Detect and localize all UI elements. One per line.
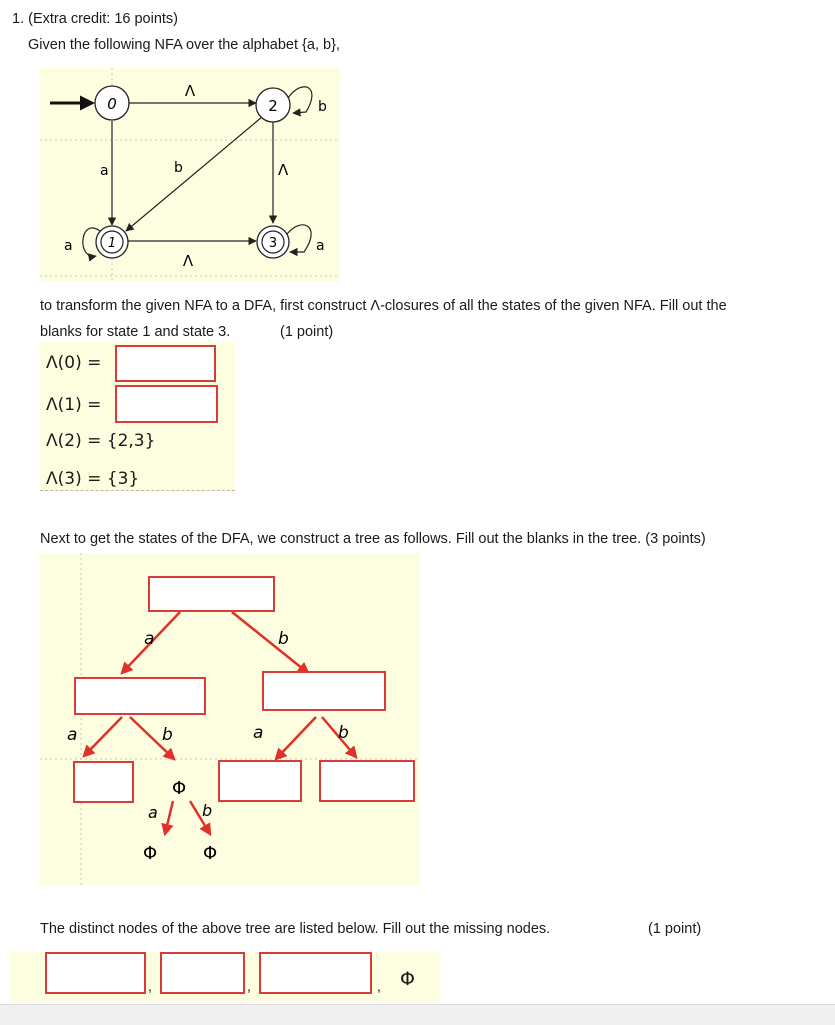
label-b-2-1: b	[174, 160, 183, 176]
closure-1-label: Λ(1) =	[46, 395, 102, 415]
tree-phi-mid: Φ	[172, 778, 187, 799]
bottom-bar	[0, 1004, 835, 1025]
tree-label-phi-a: a	[148, 803, 158, 822]
nfa-diagram	[40, 68, 340, 282]
label-lambda-0-2: Λ	[184, 82, 196, 100]
part2-text: Next to get the states of the DFA, we construct a tree as follows. Fill out the blanks in the tree. (3 points)	[40, 531, 706, 547]
state-1-label: 1	[107, 236, 117, 251]
distinct-node-2-answer-box[interactable]	[160, 952, 245, 994]
closure-2-label: Λ(2) = {2,3}	[46, 431, 156, 451]
tree-left-answer-box[interactable]	[74, 677, 206, 715]
tree-edge-left-a	[84, 717, 122, 756]
label-lambda-1-3: Λ	[182, 252, 194, 270]
label-a-0-1: a	[100, 163, 109, 179]
part3-text: The distinct nodes of the above tree are listed below. Fill out the missing nodes.	[40, 921, 551, 937]
label-lambda-2-3: Λ	[278, 161, 289, 179]
tree-label-root-a: a	[144, 629, 155, 649]
label-self-3: a	[316, 238, 325, 254]
question-heading: 1. (Extra credit: 16 points)	[12, 11, 179, 27]
distinct-node-1-answer-box[interactable]	[45, 952, 146, 994]
tree-label-left-b: b	[162, 725, 173, 745]
tree-right-answer-box[interactable]	[262, 671, 386, 711]
distinct-node-phi: Φ	[400, 968, 415, 990]
state-2-label: 2	[268, 97, 278, 115]
part1-text-line1: to transform the given NFA to a DFA, first construct Λ-closures of all the states of the given NFA. Fill out the	[40, 298, 727, 314]
part3-points: (1 point)	[648, 921, 702, 937]
state-0-label: 0	[107, 95, 117, 113]
self-loop-2	[288, 87, 312, 113]
label-self-2: b	[318, 99, 327, 115]
tree-label-root-b: b	[278, 629, 289, 649]
tree-label-right-b: b	[338, 723, 349, 743]
tree-left-a-answer-box[interactable]	[73, 761, 134, 803]
tree-label-left-a: a	[67, 725, 78, 745]
part1-text-line2: blanks for state 1 and state 3.	[40, 324, 231, 340]
tree-label-phi-b: b	[202, 801, 213, 820]
tree-edge-phi-a	[165, 801, 173, 834]
tree-root-answer-box[interactable]	[148, 576, 275, 612]
label-self-1: a	[64, 238, 73, 254]
closure-0-label: Λ(0) =	[46, 353, 102, 373]
tree-phi-right: Φ	[203, 843, 218, 864]
tree-label-right-a: a	[253, 723, 264, 743]
state-3-label: 3	[268, 236, 278, 251]
tree-right-b-answer-box[interactable]	[319, 760, 415, 802]
edge-2-1	[126, 117, 262, 231]
tree-edge-right-a	[276, 717, 316, 759]
tree-phi-left: Φ	[143, 843, 158, 864]
self-loop-3	[287, 225, 311, 252]
distinct-node-3-answer-box[interactable]	[259, 952, 372, 994]
closure-1-answer-box[interactable]	[115, 385, 218, 423]
nfa-diagram-svg	[40, 68, 340, 282]
tree-right-a-answer-box[interactable]	[218, 760, 302, 802]
comma-3: ,	[377, 978, 381, 994]
tree-edge-root-b	[232, 612, 308, 673]
closure-0-answer-box[interactable]	[115, 345, 216, 382]
question-intro: Given the following NFA over the alphabet {a, b},	[28, 37, 340, 53]
part1-points: (1 point)	[280, 324, 334, 340]
comma-2: ,	[247, 978, 251, 994]
closure-3-label: Λ(3) = {3}	[46, 469, 140, 489]
comma-1: ,	[148, 978, 152, 994]
